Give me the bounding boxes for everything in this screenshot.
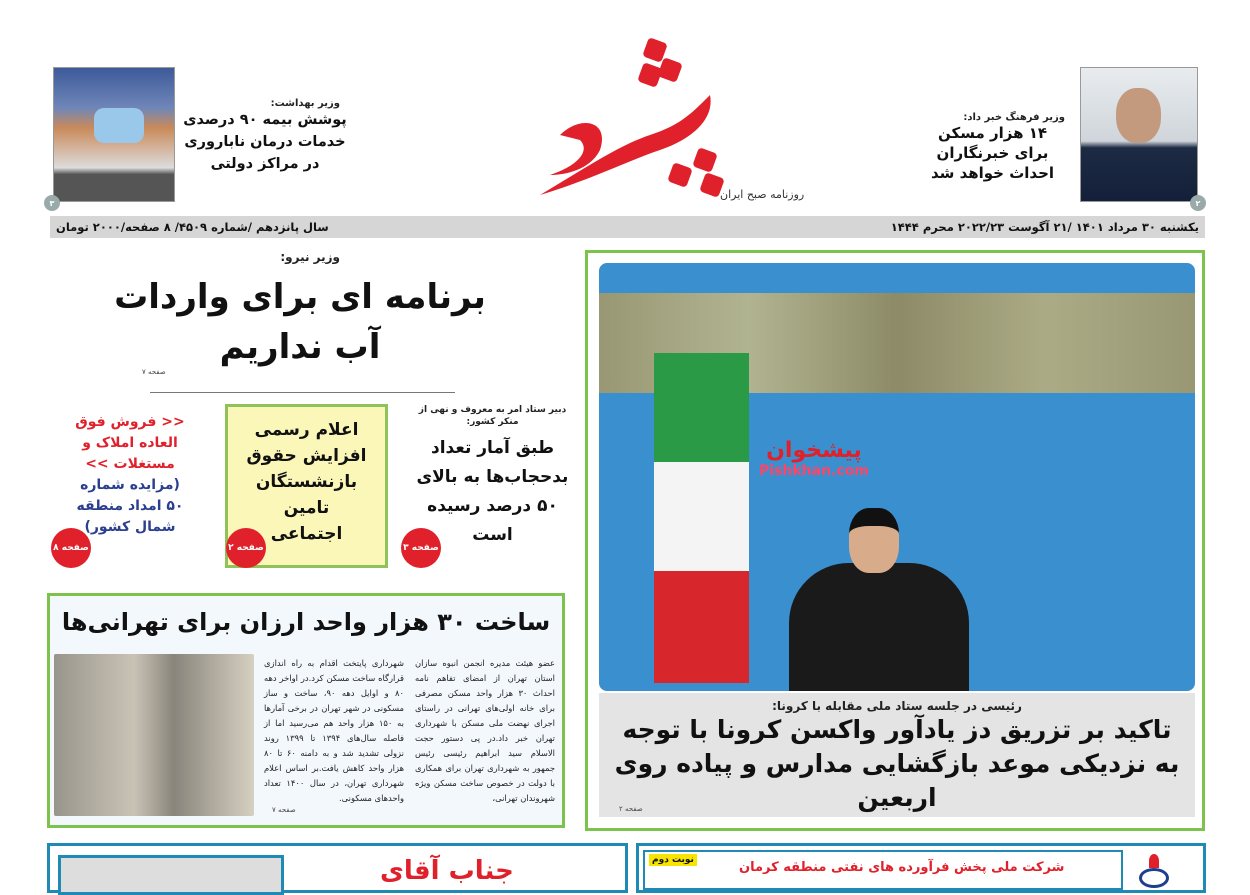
- kicker: دبیر ستاد امر به معروف و نهی از منکر کشور:: [418, 405, 567, 427]
- minister-photo-health: [53, 67, 175, 202]
- page-badge: صفحه ۸: [51, 528, 91, 568]
- page-badge: ۳: [44, 195, 60, 211]
- date-bar: [50, 216, 1205, 238]
- page-badge: صفحه ۳: [401, 528, 441, 568]
- divider: [150, 392, 455, 393]
- main-headline[interactable]: تاکید بر تزریق دز یادآور واکسن کرونا با توجه به نزدیکی موعد بازگشایی مدارس و پیاده روی اربعین: [614, 715, 1180, 812]
- watermark: پیشخوان Pishkhan.com: [759, 438, 869, 479]
- page-ref: صفحه ۲: [619, 805, 643, 813]
- main-story-box: [585, 250, 1205, 831]
- article-column-1: عضو هیئت مدیره انجمن انبوه سازان استان تهران از امضای تفاهم نامه احداث ۳۰ هزار واحد مسکن مصرفی برای خانه اولی‌های تهرانی در راستای اجرای نهضت ملی مسکن با شهرداری تهران خبر داد.در پی دستور حجت الاسلام سید ابراهیم رئیسی رئیس جمهور به شهرداری تهران برای همکاری با دولت در خصوص ساخت مسکن ویژه شهروندان تهرانی،: [415, 658, 555, 803]
- main-story-caption: [599, 693, 1195, 817]
- issue-info: سال پانزدهم /شماره ۴۵۰۹/ ۸ صفحه/۲۰۰۰ تومان: [56, 220, 329, 234]
- auction-headline[interactable]: << فروش فوق العاده املاک و مستغلات >>: [75, 414, 185, 472]
- page-ref: صفحه ۷: [142, 368, 166, 376]
- headline-housing-journalists[interactable]: ۱۴ هزار مسکن برای خبرنگاران احداث خواهد شد: [930, 124, 1055, 182]
- kicker: وزیر فرهنگ خبر داد:: [963, 112, 1065, 123]
- headline-water-import[interactable]: برنامه ای برای واردات آب نداریم: [114, 277, 486, 367]
- page-badge: صفحه ۲: [226, 528, 266, 568]
- issue-date: یکشنبه ۳۰ مرداد ۱۴۰۱ /۲۱ آگوست ۲۰۲۲/۲۳ محرم ۱۴۴۴: [890, 220, 1199, 234]
- masthead-tagline: روزنامه صبح ایران: [720, 188, 805, 201]
- housing-story-box: [47, 593, 565, 828]
- ad-title[interactable]: شرکت ملی پخش فرآورده های نفتی منطقه کرمان: [739, 860, 1065, 875]
- bottom-headline[interactable]: جناب آقای: [380, 856, 514, 886]
- headline-housing[interactable]: ساخت ۳۰ هزار واحد ارزان برای تهرانی‌ها: [61, 608, 551, 636]
- main-story-photo[interactable]: [599, 263, 1195, 691]
- page-badge: ۲: [1190, 195, 1206, 211]
- auction-details[interactable]: (مزایده شماره ۵۰ امداد منطقه شمال کشور): [76, 477, 184, 535]
- headline-infertility-insurance[interactable]: پوشش بیمه ۹۰ درصدی خدمات درمان ناباروری در مراکز دولتی: [183, 112, 347, 172]
- company-logo-icon: [1139, 854, 1169, 894]
- logo-icon: [530, 25, 820, 215]
- headline-pension-increase[interactable]: اعلام رسمی افزایش حقوق بازنشستگان تامین اجتماعی: [246, 420, 367, 544]
- kicker: رئیسی در جلسه ستاد ملی مقابله با کرونا:: [772, 699, 1022, 713]
- bottom-ad-box: [636, 843, 1206, 893]
- ad-badge: نوبت دوم: [649, 854, 697, 866]
- building-photo: [54, 654, 254, 816]
- minister-photo-culture: [1080, 67, 1198, 202]
- headline-hijab-stats[interactable]: طبق آمار تعداد بدحجاب‌ها به بالای ۵۰ درصد رسیده است: [416, 438, 569, 545]
- masthead-logo: [530, 25, 820, 215]
- kicker: وزیر نیرو:: [280, 250, 340, 264]
- kicker: وزیر بهداشت:: [270, 98, 340, 109]
- bottom-left-box: [47, 843, 628, 893]
- article-column-2: شهرداری پایتخت اقدام به راه اندازی قرارگاه ساخت مسکن کرد.در اواخر دهه ۸۰ و اوایل دهه ۹۰، ساخت و ساز مسکونی در شهر تهران در برخی آمارها به ۱۵۰ هزار واحد هم می‌رسید اما از فاصله سال‌های ۱۳۹۴ تا ۱۳۹۹ روند نزولی تشدید شد و به دامنه ۶۰ تا ۸۰ هزار واحد کاهش یافت.بر اساس اعلام شهرداری تهران، در سال ۱۴۰۰ تعداد واحدهای مسکونی.: [264, 658, 404, 803]
- page-ref: صفحه ۷: [272, 806, 296, 814]
